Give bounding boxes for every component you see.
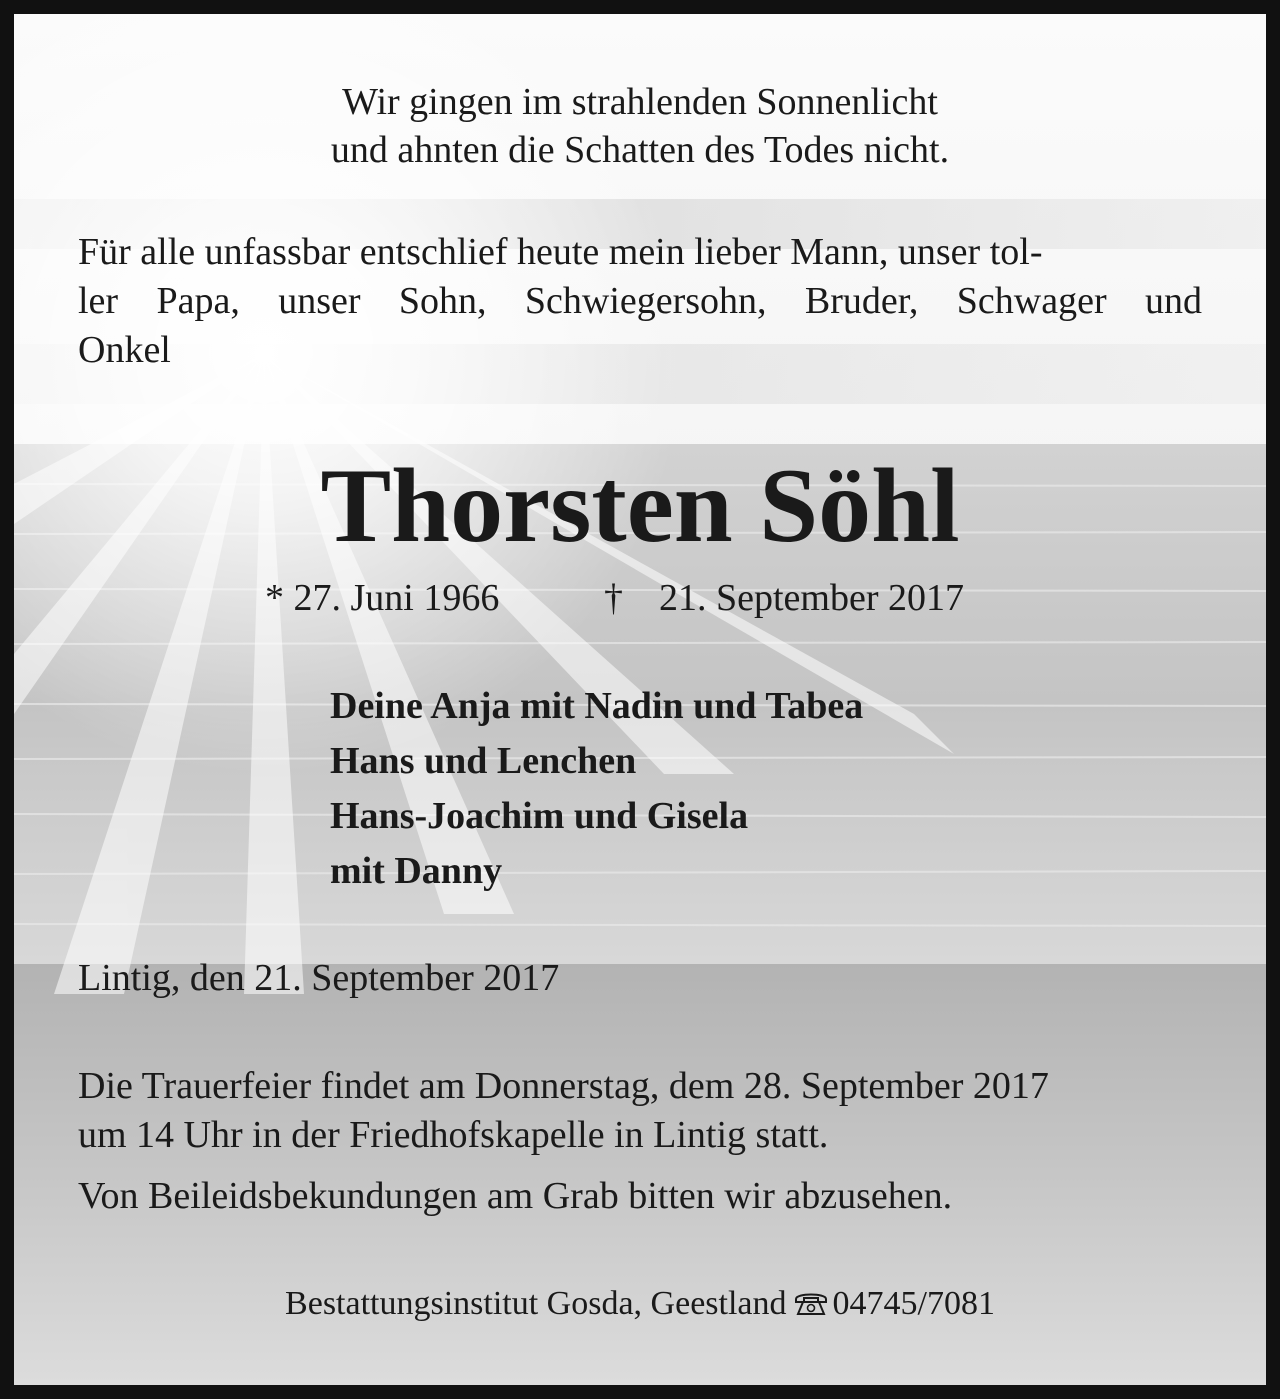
mourner-line-4: mit Danny: [330, 850, 503, 892]
birth-date: * 27. Juni 1966: [265, 577, 500, 619]
intro-line-1: Für alle unfassbar entschlief heute mein lieber Mann, unser tol-: [78, 231, 1043, 273]
telephone-icon: [793, 1289, 829, 1317]
condolence-note: Von Beileidsbekundungen am Grab bitten wir abzusehen.: [78, 1175, 953, 1217]
intro-line-3: Onkel: [78, 329, 171, 371]
undertaker-phone: 04745/7081: [832, 1285, 995, 1322]
intro-line-2: ler Papa, unser Sohn, Schwiegersohn, Bruder, Schwager und: [78, 280, 1202, 322]
place-and-date: Lintig, den 21. September 2017: [78, 957, 560, 999]
ceremony-line-1: Die Trauerfeier findet am Donnerstag, dem 28. September 2017: [78, 1065, 1049, 1107]
undertaker-name: Bestattungsinstitut Gosda, Geestland: [285, 1285, 787, 1322]
mourner-line-2: Hans und Lenchen: [330, 740, 637, 782]
motto-line-1: Wir gingen im strahlenden Sonnenlicht: [342, 81, 938, 123]
mourner-line-1: Deine Anja mit Nadin und Tabea: [330, 685, 864, 727]
ceremony-line-2: um 14 Uhr in der Friedhofskapelle in Lintig statt.: [78, 1114, 829, 1156]
death-date: 21. September 2017: [659, 577, 965, 619]
mourner-line-3: Hans-Joachim und Gisela: [330, 795, 749, 837]
undertaker-footer: [14, 1284, 1266, 1324]
death-symbol: †: [604, 577, 623, 619]
deceased-name: Thorsten Söhl: [320, 447, 960, 564]
motto-line-2: und ahnten die Schatten des Todes nicht.: [330, 129, 950, 171]
